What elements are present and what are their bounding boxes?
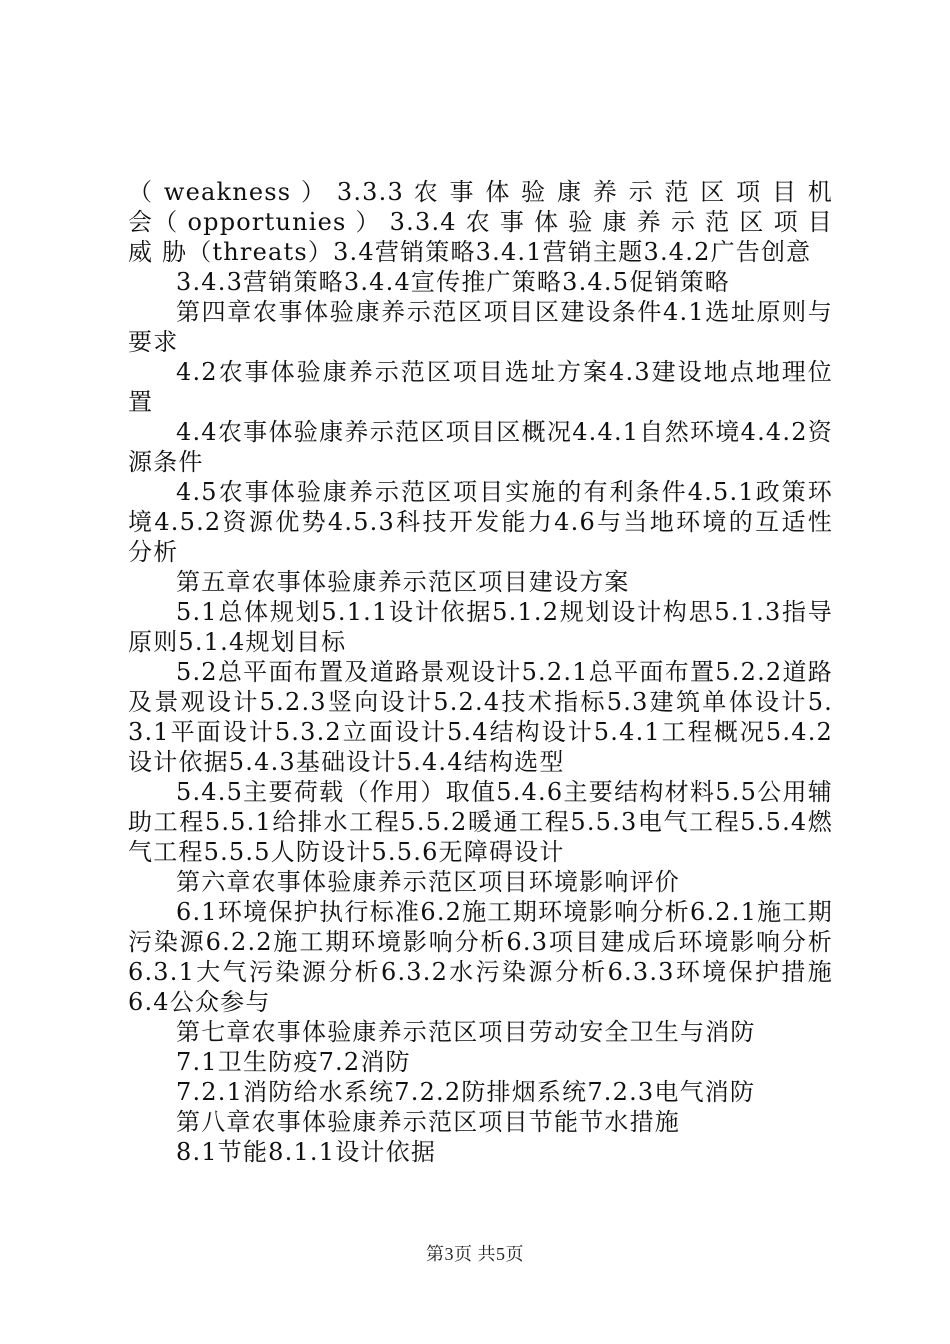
document-body bbox=[128, 177, 833, 1167]
paragraph: 4.5农事体验康养示范区项目实施的有利条件4.5.1政策环境4.5.2资源优势4.5.3科技开发能力4.6与当地环境的互适性分析 bbox=[128, 478, 833, 566]
paragraph: 6.1环境保护执行标准6.2施工期环境影响分析6.2.1施工期污染源6.2.2施工期环境影响分析6.3项目建成后环境影响分析6.3.1大气污染源分析6.3.2水污染源分析6.3.3环境保护措施6.4公众参与 bbox=[128, 898, 833, 1016]
paragraph: 3.4.3营销策略3.4.4宣传推广策略3.4.5促销策略 bbox=[176, 268, 730, 296]
paragraph: 7.1卫生防疫7.2消防 bbox=[176, 1048, 411, 1076]
paragraph: （ weakness ） 3.3.3 农 事 体 验 康 养 示 范 区 项 目 机 会（ opportunies ） 3.3.4 农 事 体 验 康 养 示 范 区 项 目 威 胁（threats）3.4营销策略3.4.1营销主题3.4.2广告创意 bbox=[128, 178, 833, 266]
paragraph: 5.1总体规划5.1.1设计依据5.1.2规划设计构思5.1.3指导原则5.1.4规划目标 bbox=[128, 598, 833, 656]
chapter-heading: 第八章农事体验康养示范区项目节能节水措施 bbox=[176, 1108, 680, 1136]
paragraph: 4.4农事体验康养示范区项目区概况4.4.1自然环境4.4.2资源条件 bbox=[128, 418, 833, 476]
chapter-heading: 第五章农事体验康养示范区项目建设方案 bbox=[176, 568, 630, 596]
chapter-heading: 第四章农事体验康养示范区项目区建设条件4.1选址原则与要求 bbox=[128, 298, 833, 356]
paragraph: 4.2农事体验康养示范区项目选址方案4.3建设地点地理位置 bbox=[128, 358, 833, 416]
paragraph: 8.1节能8.1.1设计依据 bbox=[176, 1138, 437, 1166]
paragraph: 5.2总平面布置及道路景观设计5.2.1总平面布置5.2.2道路及景观设计5.2.3竖向设计5.2.4技术指标5.3建筑单体设计5.3.1平面设计5.3.2立面设计5.4结构设计5.4.1工程概况5.4.2设计依据5.4.3基础设计5.4.4结构选型 bbox=[128, 658, 833, 776]
page-number-footer: 第3页 共5页 bbox=[426, 1244, 524, 1264]
paragraph: 7.2.1消防给水系统7.2.2防排烟系统7.2.3电气消防 bbox=[176, 1078, 756, 1106]
chapter-heading: 第六章农事体验康养示范区项目环境影响评价 bbox=[176, 868, 680, 896]
chapter-heading: 第七章农事体验康养示范区项目劳动安全卫生与消防 bbox=[176, 1018, 756, 1046]
paragraph: 5.4.5主要荷载（作用）取值5.4.6主要结构材料5.5公用辅助工程5.5.1给排水工程5.5.2暖通工程5.5.3电气工程5.5.4燃气工程5.5.5人防设计5.5.6无障碍设计 bbox=[128, 778, 833, 866]
